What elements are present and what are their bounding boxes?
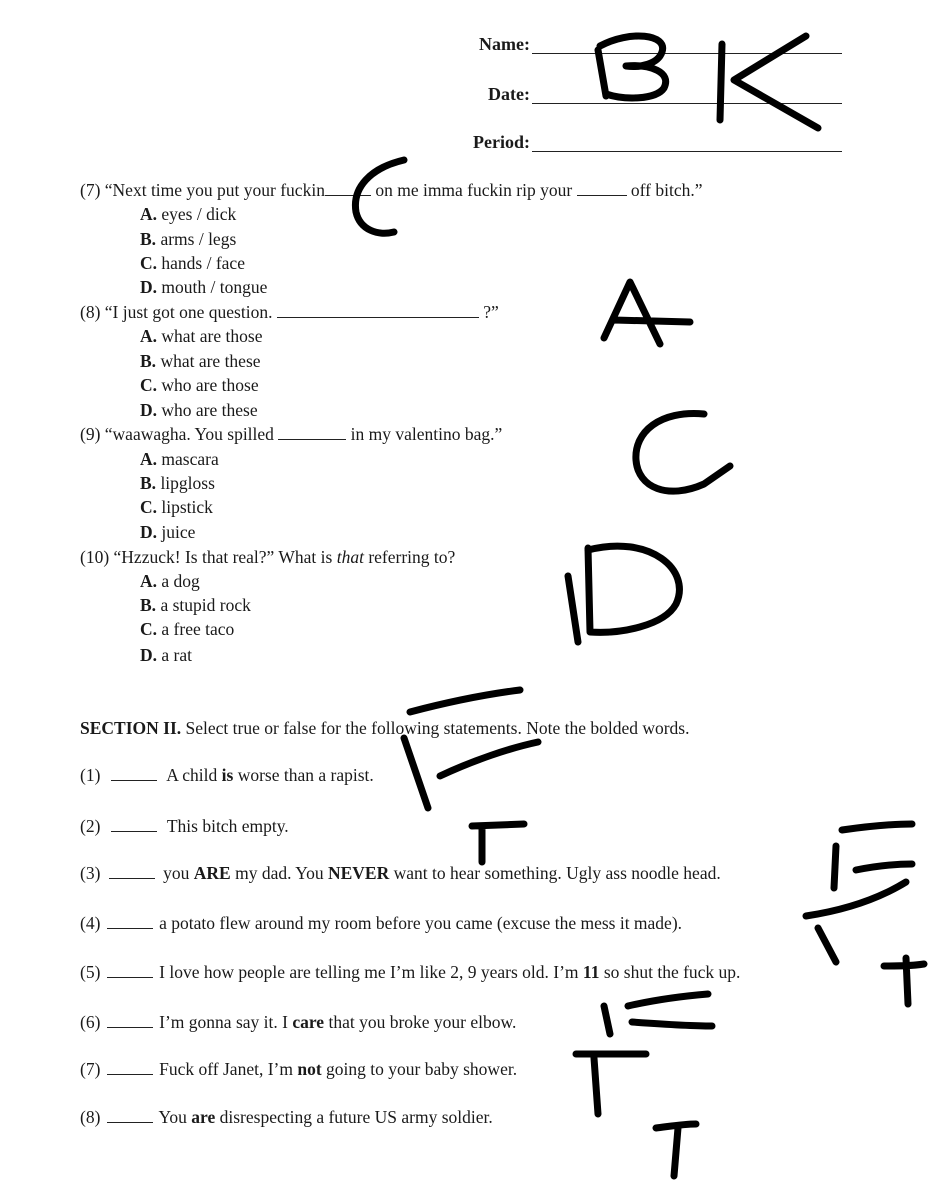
option-b[interactable]: B. lipgloss	[140, 473, 215, 493]
tf-item-4: (4) a potato flew around my room before you came (excuse the mess it made).	[80, 913, 683, 933]
answer-blank[interactable]	[278, 425, 346, 440]
question-text-italic: that	[336, 547, 364, 567]
question-text-pre: “waawagha. You spilled	[104, 424, 274, 444]
tf-blank[interactable]	[111, 817, 157, 832]
question-7	[80, 180, 703, 201]
question-number: (10)	[80, 547, 110, 567]
period-field-line[interactable]	[532, 151, 842, 152]
handwritten-answer-a	[604, 282, 690, 344]
handwritten-answer-t	[576, 1054, 646, 1114]
question-10	[80, 547, 455, 568]
question-text-post: referring to?	[368, 547, 456, 567]
option-b[interactable]: B. what are these	[140, 351, 261, 371]
date-field-line[interactable]	[532, 103, 842, 104]
name-field-line[interactable]	[532, 53, 842, 54]
section-2-instructions: Select true or false for the following statements. Note the bolded words.	[185, 718, 690, 738]
tf-blank[interactable]	[107, 1013, 153, 1028]
tf-blank[interactable]	[107, 1108, 153, 1123]
option-d[interactable]: D. a rat	[140, 645, 192, 665]
tf-blank[interactable]	[107, 1060, 153, 1075]
question-text-pre: “I just got one question.	[104, 302, 273, 322]
answer-blank[interactable]	[277, 303, 479, 318]
handwritten-answer-t	[472, 824, 524, 862]
answer-blank[interactable]	[577, 181, 627, 196]
tf-blank[interactable]	[107, 963, 153, 978]
handwritten-answer-f	[404, 690, 538, 808]
question-8	[80, 302, 499, 323]
question-text-pre: “Hzzuck! Is that real?” What is	[113, 547, 333, 567]
section-2-heading	[80, 718, 690, 739]
handwritten-answer-t	[656, 1124, 696, 1176]
tf-item-5: (5) I love how people are telling me I’m like 2, 9 years old. I’m 11 so shut the fuck up.	[80, 962, 741, 982]
question-text-post: off bitch.”	[630, 180, 703, 200]
tf-blank[interactable]	[109, 864, 155, 879]
question-text-mid: on me imma fuckin rip your	[375, 180, 573, 200]
handwritten-answer-d	[568, 546, 679, 642]
question-9	[80, 424, 502, 445]
question-text-post: ?”	[483, 302, 499, 322]
option-c[interactable]: C. a free taco	[140, 619, 235, 639]
option-d[interactable]: D. who are these	[140, 400, 258, 420]
question-number: (9)	[80, 424, 101, 444]
handwritten-answer-f	[806, 882, 906, 962]
name-label: Name:	[479, 34, 530, 54]
tf-item-2: (2) This bitch empty.	[80, 816, 289, 836]
tf-item-6: (6) I’m gonna say it. I care that you broke your elbow.	[80, 1012, 517, 1032]
period-label: Period:	[473, 132, 530, 152]
option-c[interactable]: C. lipstick	[140, 497, 213, 517]
option-c[interactable]: C. hands / face	[140, 253, 245, 273]
option-a[interactable]: A. what are those	[140, 326, 263, 346]
tf-item-3: (3) you ARE my dad. You NEVER want to hear something. Ugly ass noodle head.	[80, 863, 721, 883]
tf-item-8: (8) You are disrespecting a future US army soldier.	[80, 1107, 493, 1127]
answer-blank[interactable]	[325, 181, 371, 196]
option-d[interactable]: D. juice	[140, 522, 196, 542]
option-a[interactable]: A. mascara	[140, 449, 219, 469]
date-label: Date:	[488, 84, 530, 104]
option-a[interactable]: A. a dog	[140, 571, 200, 591]
question-number: (7)	[80, 180, 101, 200]
handwritten-answer-c	[636, 414, 730, 492]
handwritten-answer-f	[834, 824, 912, 888]
question-number: (8)	[80, 302, 101, 322]
tf-blank[interactable]	[111, 766, 157, 781]
option-a[interactable]: A. eyes / dick	[140, 204, 237, 224]
handwritten-name-k	[720, 36, 818, 128]
tf-blank[interactable]	[107, 914, 153, 929]
tf-item-1: (1) A child is worse than a rapist.	[80, 765, 374, 785]
handwritten-name-b	[598, 36, 666, 98]
handwritten-answer-t	[884, 958, 924, 1004]
section-2-title: SECTION II.	[80, 718, 182, 738]
option-c[interactable]: C. who are those	[140, 375, 259, 395]
tf-item-7: (7) Fuck off Janet, I’m not going to your baby shower.	[80, 1059, 518, 1079]
question-text-post: in my valentino bag.”	[350, 424, 503, 444]
handwritten-answer-f	[604, 994, 712, 1034]
question-text-pre: “Next time you put your fuckin	[104, 180, 325, 200]
option-b[interactable]: B. a stupid rock	[140, 595, 251, 615]
option-d[interactable]: D. mouth / tongue	[140, 277, 268, 297]
option-b[interactable]: B. arms / legs	[140, 229, 237, 249]
